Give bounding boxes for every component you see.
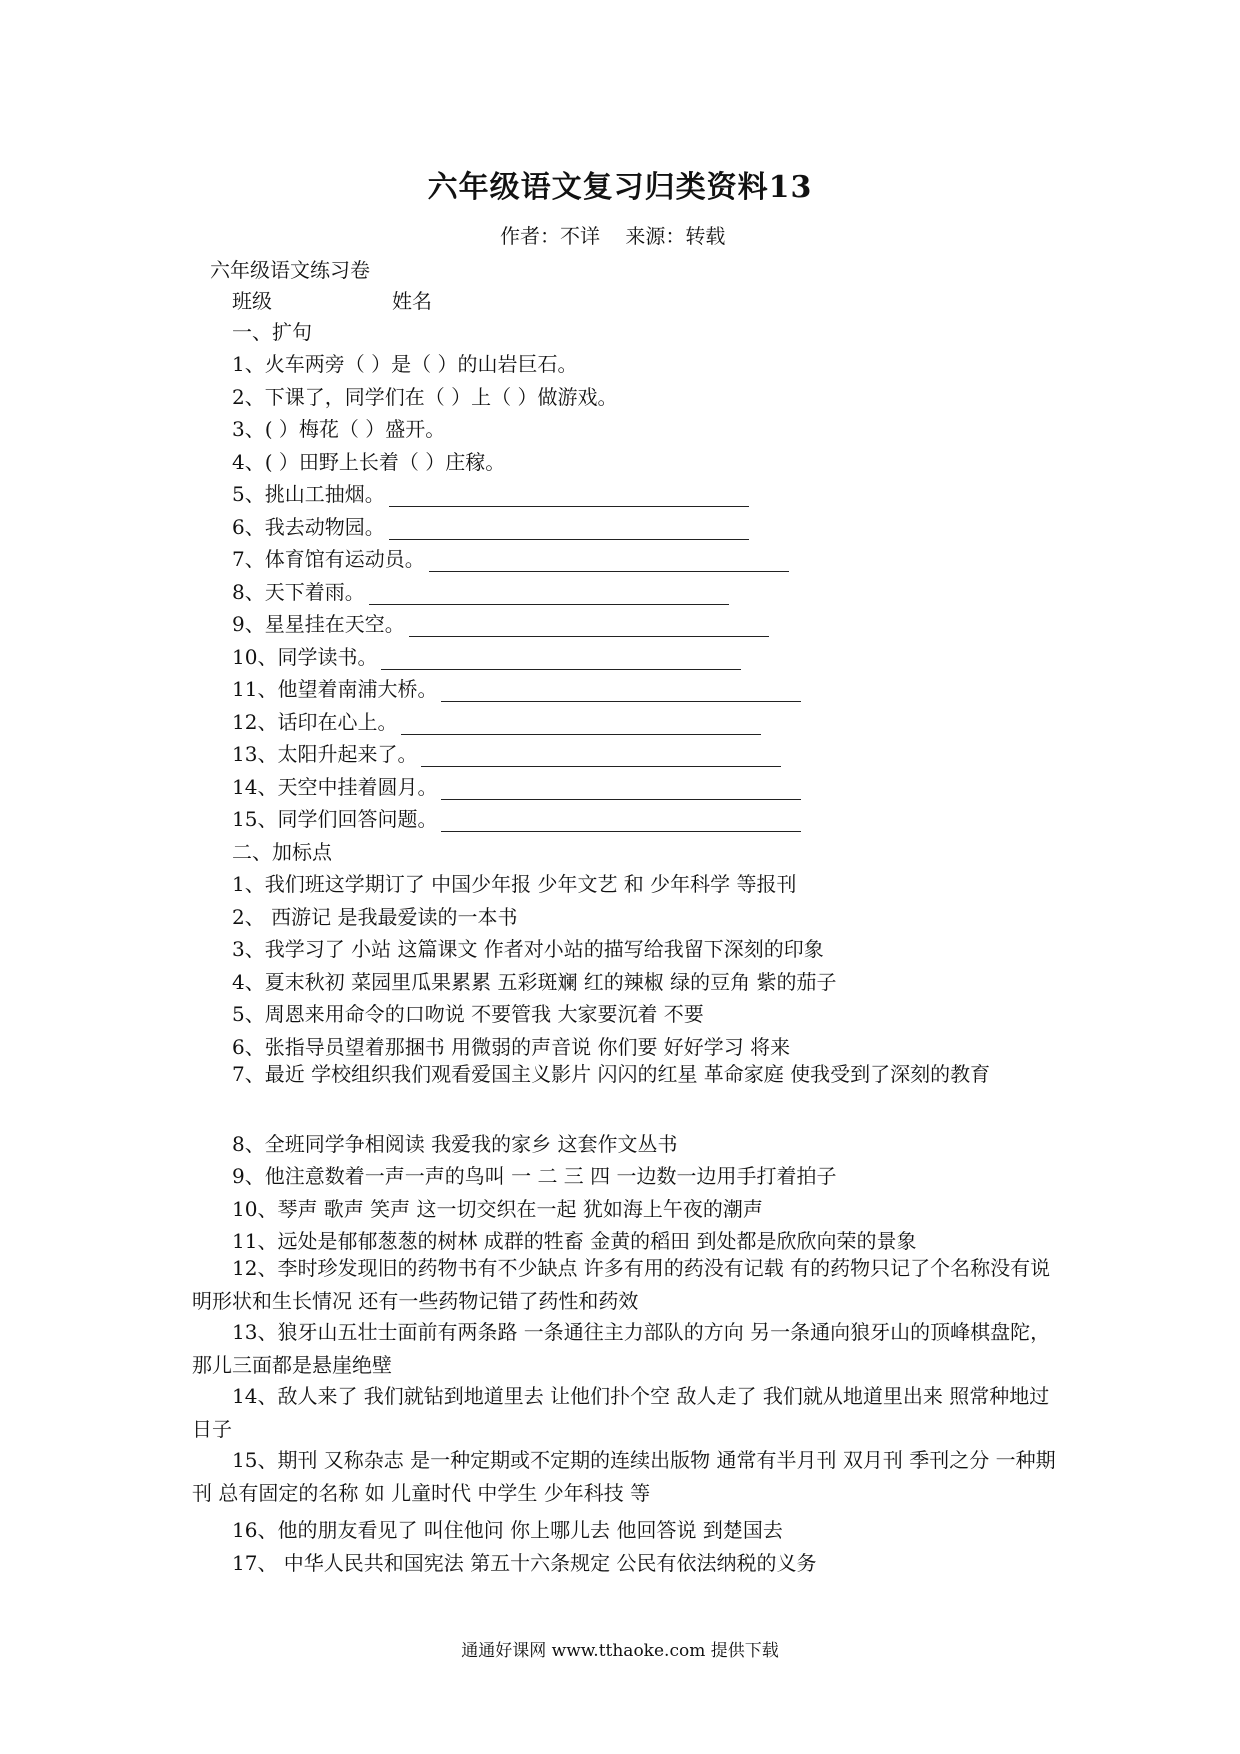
answer-blank[interactable] bbox=[429, 551, 789, 572]
class-label: 班级 bbox=[232, 289, 272, 313]
answer-blank[interactable] bbox=[369, 584, 729, 605]
answer-blank[interactable] bbox=[441, 779, 801, 800]
s2-item: 4、夏末秋初 菜园里瓜果累累 五彩斑斓 红的辣椒 绿的豆角 紫的茄子 bbox=[232, 970, 837, 994]
answer-blank[interactable] bbox=[441, 681, 801, 702]
s1-item: 4、( ）田野上长着（ ）庄稼。 bbox=[232, 450, 506, 474]
s1-item: 15、同学们回答问题。 bbox=[232, 803, 801, 832]
s1-item: 1、火车两旁（ ）是（ ）的山岩巨石。 bbox=[232, 352, 578, 376]
s1-item: 8、天下着雨。 bbox=[232, 576, 729, 605]
s1-item: 9、星星挂在天空。 bbox=[232, 608, 769, 637]
s2-item: 17、 中华人民共和国宪法 第五十六条规定 公民有依法纳税的义务 bbox=[232, 1551, 817, 1575]
name-label: 姓名 bbox=[392, 289, 432, 313]
answer-blank[interactable] bbox=[401, 714, 761, 735]
s1-item: 2、下课了，同学们在（ ）上（ ）做游戏。 bbox=[232, 385, 618, 409]
s1-item: 10、同学读书。 bbox=[232, 641, 741, 670]
s2-item: 3、我学习了 小站 这篇课文 作者对小站的描写给我留下深刻的印象 bbox=[232, 937, 824, 961]
s2-item: 11、远处是郁郁葱葱的树林 成群的牲畜 金黄的稻田 到处都是欣欣向荣的景象 bbox=[232, 1229, 917, 1253]
s1-item: 6、我去动物园。 bbox=[232, 511, 749, 540]
s2-item: 10、琴声 歌声 笑声 这一切交织在一起 犹如海上午夜的潮声 bbox=[232, 1197, 763, 1221]
s1-item: 13、太阳升起来了。 bbox=[232, 738, 781, 767]
class-name-line bbox=[232, 285, 432, 314]
s2-item: 1、我们班这学期订了 中国少年报 少年文艺 和 少年科学 等报刊 bbox=[232, 872, 797, 896]
s1-item: 3、( ）梅花（ ）盛开。 bbox=[232, 417, 446, 441]
s2-item: 2、 西游记 是我最爱读的一本书 bbox=[232, 905, 518, 929]
answer-blank[interactable] bbox=[441, 811, 801, 832]
author-source-line: 作者：不详 来源：转载 bbox=[500, 224, 726, 248]
answer-blank[interactable] bbox=[421, 746, 781, 767]
s2-item: 16、他的朋友看见了 叫住他问 你上哪儿去 他回答说 到楚国去 bbox=[232, 1518, 783, 1542]
s2-item: 8、全班同学争相阅读 我爱我的家乡 这套作文丛书 bbox=[232, 1132, 678, 1156]
s1-item: 5、挑山工抽烟。 bbox=[232, 478, 749, 507]
worksheet-subtitle: 六年级语文练习卷 bbox=[210, 258, 370, 282]
section2-heading: 二、加标点 bbox=[232, 840, 332, 864]
answer-blank[interactable] bbox=[389, 486, 749, 507]
s1-item: 14、天空中挂着圆月。 bbox=[232, 771, 801, 800]
answer-blank[interactable] bbox=[381, 649, 741, 670]
s2-item: 12、李时珍发现旧的药物书有不少缺点 许多有用的药没有记载 有的药物只记了个名称没有说明形状和生长情况 还有一些药物记错了药性和药效 bbox=[192, 1256, 1051, 1313]
s2-item: 6、张指导员望着那捆书 用微弱的声音说 你们要 好好学习 将来 bbox=[232, 1035, 791, 1059]
page-footer: 通通好课网 www.tthaoke.com 提供下载 bbox=[461, 1641, 779, 1661]
section1-heading: 一、扩句 bbox=[232, 320, 312, 344]
page-title: 六年级语文复习归类资料13 bbox=[427, 170, 813, 205]
s2-item: 5、周恩来用命令的口吻说 不要管我 大家要沉着 不要 bbox=[232, 1002, 704, 1026]
answer-blank[interactable] bbox=[409, 616, 769, 637]
s1-item: 11、他望着南浦大桥。 bbox=[232, 673, 801, 702]
s2-item: 14、敌人来了 我们就钻到地道里去 让他们扑个空 敌人走了 我们就从地道里出来 照常种地过日子 bbox=[192, 1384, 1050, 1441]
s2-item: 9、他注意数着一声一声的鸟叫 一 二 三 四 一边数一边用手打着拍子 bbox=[232, 1164, 837, 1188]
answer-blank[interactable] bbox=[389, 519, 749, 540]
s2-item: 7、最近 学校组织我们观看爱国主义影片 闪闪的红星 革命家庭 使我受到了深刻的教育 bbox=[232, 1062, 991, 1086]
s2-item: 15、期刊 又称杂志 是一种定期或不定期的连续出版物 通常有半月刊 双月刊 季刊之分 一种期刊 总有固定的名称 如 儿童时代 中学生 少年科技 等 bbox=[192, 1448, 1056, 1505]
s2-item: 13、狼牙山五壮士面前有两条路 一条通往主力部队的方向 另一条通向狼牙山的顶峰棋盘陀，那儿三面都是悬崖绝壁 bbox=[192, 1320, 1051, 1377]
s1-item: 12、话印在心上。 bbox=[232, 706, 761, 735]
s1-item: 7、体育馆有运动员。 bbox=[232, 543, 789, 572]
